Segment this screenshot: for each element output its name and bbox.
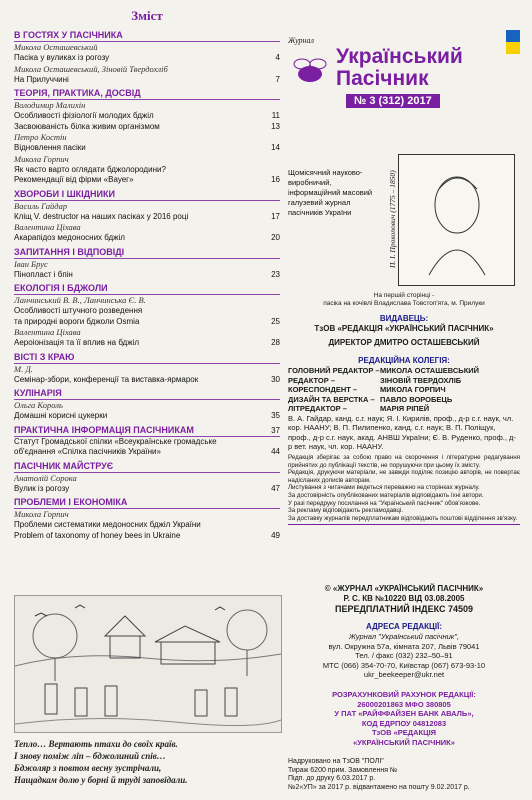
toc-article[interactable]	[14, 165, 280, 176]
toc-page-number	[266, 165, 280, 176]
toc-article[interactable]	[14, 531, 280, 542]
sketch-image	[15, 596, 281, 732]
subscription-index: ПЕРЕДПЛАТНИЙ ІНДЕКС 74509	[335, 604, 473, 614]
toc-article[interactable]	[14, 317, 280, 328]
apiary-sketch-illustration	[14, 595, 282, 733]
toc-author: Микола Горпич	[14, 509, 69, 519]
print-line: Тираж 6200 прим. Замовлення №	[288, 766, 398, 774]
ukraine-flag-icon	[506, 30, 520, 54]
board-members: В. А. Гайдар, канд. с.г. наук; Я. І. Кирилів, проф., д-р с.г. наук, чл. кор. НААНУ; В. П. Пилипенко, канд. с.г. наук; В. П. Поліщук, проф., д-р с.г. наук, акад. АНВШ України; Є. В. Руденко, проф., д-р вет. наук, чл. кор. НААНУ.	[288, 413, 516, 451]
toc-article[interactable]	[14, 143, 280, 154]
toc-article-title: об'єднання «Спілка пасічників України»	[14, 447, 161, 456]
toc-page-number: 44	[271, 447, 280, 456]
toc-page-number: 35	[271, 411, 280, 420]
toc-author: Петро Костін	[14, 132, 67, 142]
toc-article[interactable]	[14, 484, 280, 495]
board-person: ЗІНОВІЙ ТВЕРДОХЛІБ	[380, 375, 462, 385]
toc-article-title: Особливості фізіології молодих бджіл	[14, 111, 154, 120]
toc-article[interactable]	[14, 270, 280, 281]
toc-article[interactable]	[14, 338, 280, 349]
toc-article[interactable]	[14, 175, 280, 186]
publisher-block	[288, 314, 520, 348]
board-role-row	[288, 395, 520, 405]
bank-holder: ТзОВ «РЕДАКЦІЯ	[371, 728, 437, 737]
toc-article-title: Акарапідоз медоносних бджіл	[14, 233, 125, 242]
toc-page-number: 14	[271, 143, 280, 152]
board-heading: РЕДАКЦІЙНА КОЛЕГІЯ:	[358, 356, 450, 365]
toc-author: Василь Гайдар	[14, 200, 68, 211]
poem-line: Нащадкам долю у борні й труді заповідали.	[14, 775, 188, 785]
toc-article-title: Проблеми систематики медоносних бджіл України	[14, 520, 201, 529]
editorial-board	[288, 356, 520, 452]
toc-article[interactable]	[14, 437, 280, 448]
toc-page-number: 7	[275, 74, 280, 84]
board-person: МАРІЯ РІПЕЙ	[380, 404, 430, 413]
toc-section-heading: КУЛІНАРІЯ	[14, 388, 280, 400]
note-line: У разі передруку посилання на "Український пасічник" обов'язкове.	[288, 499, 481, 507]
journal-title-line: Пасічник	[336, 67, 429, 90]
toc-article-title: Статут Громадської спілки «Всеукраїнське громадське	[14, 436, 217, 446]
toc-page-number: 13	[271, 121, 280, 131]
copyright: © «ЖУРНАЛ «УКРАЇНСЬКИЙ ПАСІЧНИК»	[324, 584, 484, 593]
toc-page-number: 20	[271, 233, 280, 242]
poem	[14, 738, 280, 786]
journal-title	[336, 46, 463, 90]
print-line: Надруковано на ТзОВ "ПОЛІ"	[288, 758, 384, 765]
poem-line: І знову поміж ліп – бджолиний спів…	[14, 751, 166, 761]
portrait-caption: П. І. Прокопович (1775 – 1850)	[388, 170, 397, 268]
toc-author: Ланчинський В. В., Ланчинська Є. В.	[14, 295, 146, 305]
board-role: ДИЗАЙН ТА ВЕРСТКА –	[288, 394, 375, 404]
note-line: Листування з читачами ведеться переважно на сторінках журналу.	[288, 484, 480, 492]
board-role-row	[288, 404, 520, 414]
bank-name: У ПАТ «РАЙФФАЙЗЕН БАНК АВАЛЬ»,	[334, 709, 474, 718]
toc-author: Микола Осташевський, Зіновій Твердохліб	[14, 63, 168, 74]
publisher-name: ТзОВ «РЕДАКЦІЯ «УКРАЇНСЬКИЙ ПАСІЧНИК»	[314, 324, 494, 333]
toc-article-title: Особливості штучного розведення	[14, 306, 143, 315]
toc-author: Ольга Король	[14, 400, 63, 410]
toc-section-heading: ХВОРОБИ І ШКІДНИКИ	[14, 189, 280, 201]
toc-article[interactable]	[14, 212, 280, 223]
toc-page-number	[266, 306, 280, 317]
toc-article-title: Пасіка у вуликах із рогозу	[14, 53, 110, 62]
bank-account: 26000201863 МФО 380805	[357, 699, 451, 709]
note-line: Редакція, друкуючи матеріали, не завжди поділяє позицію авторів, не повертає надісланих дописів авторам.	[288, 469, 520, 484]
notes-text	[288, 454, 520, 525]
board-role-row	[288, 366, 520, 376]
journal-title-line: Український	[336, 45, 463, 68]
toc-article[interactable]	[14, 375, 280, 386]
toc-page-number: 28	[271, 338, 280, 347]
toc-body	[14, 30, 280, 541]
toc-page-number: 17	[271, 211, 280, 221]
toc-article[interactable]	[14, 520, 280, 531]
print-line: №2«УП» за 2017 р. відвантажено на пошту 9.02.2017 р.	[288, 783, 470, 791]
toc-page-number: 47	[271, 483, 280, 493]
toc-article[interactable]	[14, 233, 280, 244]
toc-article-title: Аероіонізація та її вплив на бджіл	[14, 338, 140, 347]
bee-logo-icon	[288, 52, 332, 92]
publisher-heading: ВИДАВЕЦЬ:	[379, 314, 429, 323]
portrait-image	[398, 154, 515, 286]
editorial-notes	[288, 454, 520, 525]
toc-article[interactable]	[14, 306, 280, 317]
board-role-row	[288, 376, 520, 386]
toc-section-heading	[14, 425, 280, 437]
printing-block	[288, 758, 520, 792]
toc-article[interactable]	[14, 447, 280, 458]
toc-author: Валентина Ціхава	[14, 222, 81, 232]
caption-line: пасіка на кочівлі Владислава Товстоп'ята, м. Прилуки	[323, 300, 485, 307]
toc-article-title: Пінопласт і бпін	[14, 269, 73, 279]
poem-line: Тепло… Вертають птахи до своїх країв.	[14, 739, 178, 749]
mobile-phones: МТС (066) 354-70-70, Київстар (067) 673-93-10	[322, 660, 486, 670]
board-person: МИКОЛА ОСТАШЕВСЬКИЙ	[380, 366, 480, 375]
toc-page-number: 30	[271, 374, 280, 384]
board-person: МИКОЛА ГОРПИЧ	[380, 385, 446, 394]
toc-article-title: Семінар-збори, конференції та виставка-ярмарок	[14, 374, 199, 384]
toc-author: Микола Осташевський	[14, 42, 98, 52]
address-line: вул. Окружна 57а, кімната 207, Львів 79041	[328, 641, 480, 651]
toc-article-title: Як часто варто оглядати бджолородини?	[14, 164, 166, 174]
toc-author: Іван Брус	[14, 258, 48, 269]
director: ДИРЕКТОР ДМИТРО ОСТАШЕВСЬКИЙ	[328, 338, 480, 347]
board-role-row	[288, 385, 520, 395]
toc-section-heading: ЗАПИТАННЯ І ВІДПОВІДІ	[14, 247, 280, 259]
toc-page-number: 37	[271, 425, 280, 435]
print-line: Підп. до друку 6.03.2017 р.	[288, 775, 376, 782]
toc-page-number	[266, 520, 280, 531]
toc-section-heading: В ГОСТЯХ У ПАСІЧНИКА	[14, 30, 280, 42]
toc-article-title: На Прилуччині	[14, 74, 69, 84]
toc-author: Микола Горпич	[14, 153, 69, 164]
toc-page-number: 4	[275, 53, 280, 62]
note-line: За достовірність опублікованих матеріалів відповідають їхні автори.	[288, 491, 484, 499]
toc-article-title: Засвоюваність білка живим організмом	[14, 121, 160, 131]
toc-article-title: Кліщ V. destructor на наших пасіках у 2016 році	[14, 211, 189, 221]
issue-number: № 3 (312) 2017	[346, 94, 440, 108]
phone: Тел. / факс (032) 232–50–91	[355, 651, 453, 660]
toc-article-title: Відновлення пасіки	[14, 143, 86, 152]
toc-page-number: 16	[271, 175, 280, 184]
toc-article[interactable]	[14, 75, 280, 86]
board-person: ПАВЛО ВОРОБЕЦЬ	[380, 394, 453, 404]
toc-author: Валентина Ціхава	[14, 327, 81, 337]
toc-section-heading: ВІСТІ З КРАЮ	[14, 352, 280, 364]
registration-block	[288, 584, 520, 614]
cover-photo-caption	[288, 292, 520, 308]
board-role: РЕДАКТОР –	[288, 375, 336, 385]
poem-line: Бджоляр з повтом весну зустрічали,	[14, 763, 162, 773]
masthead-column	[288, 36, 520, 791]
toc-page-number: 11	[271, 111, 280, 120]
journal-logo	[288, 36, 520, 108]
bank-heading: РОЗРАХУНКОВИЙ РАХУНОК РЕДАКЦІЇ:	[332, 690, 476, 699]
toc-article-title: Вулик із рогозу	[14, 483, 70, 493]
toc-section-heading: ПРОБЛЕМИ І ЕКОНОМІКА	[14, 497, 280, 509]
bank-block	[288, 690, 520, 747]
toc-article-title: Домашні корисні цукерки	[14, 411, 108, 420]
toc-page-number: 25	[271, 316, 280, 326]
email[interactable]: ukr_beekeeper@ukr.net	[363, 670, 445, 679]
toc-author: Володимир Малихін	[14, 100, 86, 110]
toc-title: Зміст	[131, 8, 163, 23]
address-block	[288, 622, 520, 680]
journal-label: Журнал	[288, 36, 314, 45]
toc-article[interactable]	[14, 111, 280, 122]
caption-line: На першій сторінці -	[373, 292, 435, 299]
board-role: КОРЕСПОНДЕНТ –	[288, 385, 358, 394]
journal-description: Щомісячний науково-виробничий, інформаційний масовий галузевий журнал пасічників України	[288, 168, 373, 217]
toc-section-heading: ТЕОРІЯ, ПРАКТИКА, ДОСВІД	[14, 88, 280, 100]
toc-author: М. Д.	[14, 363, 33, 374]
toc-section-heading: ЕКОЛОГІЯ І БДЖОЛИ	[14, 283, 280, 295]
board-role: ЛІТРЕДАКТОР –	[288, 404, 347, 413]
toc-article-title: та природні вороги бджоли Osmia	[14, 316, 140, 326]
board-roles	[288, 366, 520, 414]
board-role: ГОЛОВНИЙ РЕДАКТОР –	[288, 366, 380, 375]
bank-code: КОД ЕДРПОУ 04812083	[361, 718, 447, 728]
toc-section-heading: ПАСІЧНИК МАЙСТРУЄ	[14, 461, 280, 473]
toc-article-title: Problem of taxonomy of honey bees in Ukraine	[14, 530, 181, 540]
bank-holder: «УКРАЇНСЬКИЙ ПАСІЧНИК»	[353, 737, 455, 747]
table-of-contents	[14, 8, 280, 541]
address-line: Журнал "Український пасічник",	[348, 632, 460, 641]
toc-article[interactable]	[14, 53, 280, 64]
toc-page-number: 49	[271, 530, 280, 540]
toc-article[interactable]	[14, 122, 280, 133]
toc-article[interactable]	[14, 411, 280, 422]
toc-page-number: 23	[271, 269, 280, 279]
registration-number: Р. С. КВ №10220 ВІД 03.08.2005	[343, 594, 465, 603]
address-heading: АДРЕСА РЕДАКЦІЇ:	[366, 622, 442, 631]
toc-page-number	[266, 437, 280, 448]
toc-author: Анатолій Сорока	[14, 472, 77, 483]
toc-section-title: ПРАКТИЧНА ІНФОРМАЦІЯ ПАСІЧНИКАМ	[14, 424, 194, 435]
note-line: За доставку журналів передплатникам відповідають поштові відділення зв'язку.	[288, 514, 518, 522]
note-line: За рекламу відповідають рекламодавці.	[288, 507, 404, 515]
note-line: Редакція зберігає за собою право на скорочення і літературне редагування прийнятих до публікації текстів, не порушуючи при цьому їх змісту.	[288, 454, 520, 469]
toc-article-title: Рекомендації від фірми «Вауег»	[14, 175, 134, 184]
